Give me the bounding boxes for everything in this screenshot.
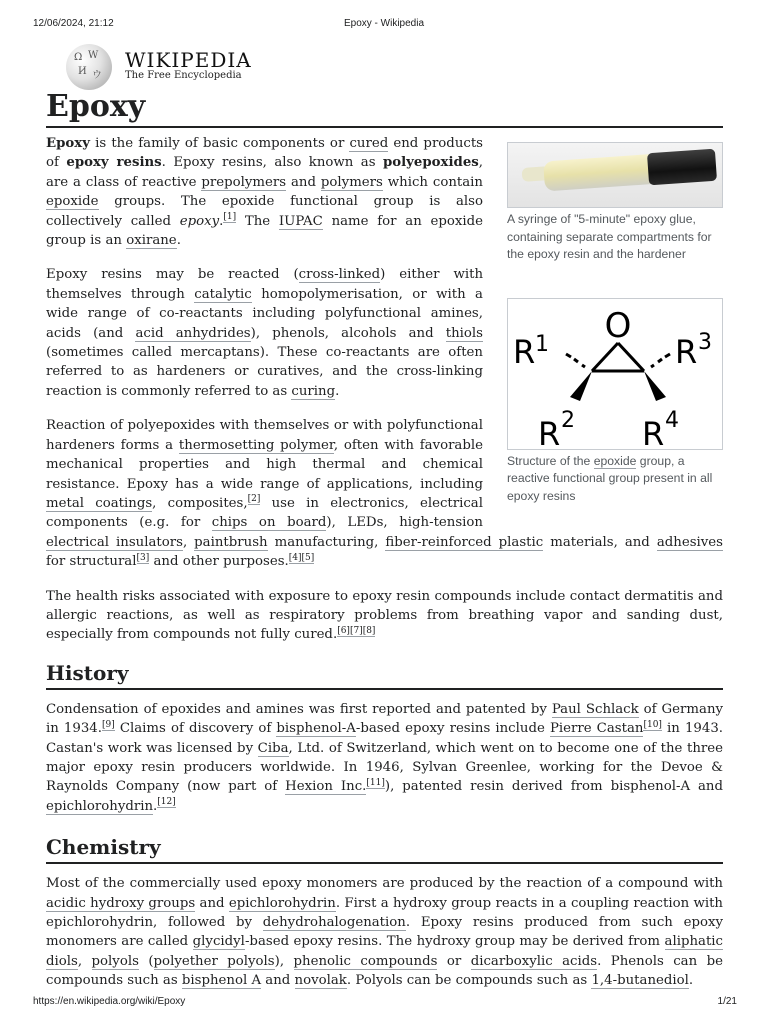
hash-bond-r1-b [574,359,578,362]
syringe-figure [507,142,723,264]
print-header [0,18,768,30]
hash-bond-r3-a [651,365,654,367]
reference-12[interactable]: [12] [157,797,176,808]
intro-paragraph-4: The health risks associated with exposure to epoxy resin compounds include contact dermatitis and allergic reactions, as well as respiratory problems from breathing vapor and sanding dust, especially from compounds not fully cured.[6][7][8] [46,588,723,643]
link-thiols[interactable]: thiols [445,325,483,341]
group-r4-index: 4 [665,407,679,433]
link-1-4-butanediol[interactable]: 1,4-butanediol [591,973,689,989]
link-dicarboxylic-acids[interactable]: dicarboxylic acids [470,953,598,969]
link-electrical-insulators[interactable]: electrical insulators [46,534,183,550]
link-pierre-castan[interactable]: Pierre Castan [549,721,644,737]
link-epoxide-caption[interactable]: epoxide [593,453,637,468]
print-page-title: Epoxy - Wikipedia [343,18,425,29]
syringe-image[interactable] [507,142,723,208]
link-glycidyl[interactable]: glycidyl [192,934,245,950]
link-polyols[interactable]: polyols [91,953,139,969]
syringe-caption: A syringe of "5-minute" epoxy glue, containing separate compartments for the epoxy resin and the hardener [507,212,712,261]
epoxide-structure-caption: Structure of the epoxide group, a reactive functional group present in all epoxy resins [507,453,713,503]
print-datetime: 12/06/2024, 21:12 [33,18,114,29]
link-paintbrush[interactable]: paintbrush [194,534,268,550]
link-prepolymers[interactable]: prepolymers [201,174,287,190]
hash-bond-r3-c [665,354,670,357]
link-polyether-polyols[interactable]: polyether polyols [153,953,275,969]
reference-1[interactable]: [1] [223,212,237,223]
link-epoxide[interactable]: epoxide [46,194,99,210]
link-paul-schlack[interactable]: Paul Schlack [551,701,639,717]
link-curing[interactable]: curing [291,383,336,399]
link-chips-on-board[interactable]: chips on board [211,515,327,531]
link-iupac[interactable]: IUPAC [278,213,323,229]
reference-2[interactable]: [2] [247,494,261,505]
group-r4: R [642,414,665,449]
article-content [46,134,723,1006]
print-page-number: 1/21 [717,996,737,1007]
link-acidic-hydroxy-groups[interactable]: acidic hydroxy groups [46,895,196,911]
group-r2: R [538,414,561,449]
wikipedia-wordmark: WIKIPEDIA [125,48,252,72]
wikipedia-globe-icon: Ω W И ウ [66,44,112,90]
wikipedia-logo[interactable] [66,44,266,90]
link-thermosetting-polymer[interactable]: thermosetting polymer [178,437,334,453]
reference-8[interactable]: [8] [362,625,376,636]
group-r2-index: 2 [561,407,575,433]
print-footer [0,996,768,1008]
link-aliphatic-diols[interactable]: aliphatic diols [46,934,723,969]
bond-o-c1 [592,343,618,371]
reference-9[interactable]: [9] [101,719,115,730]
link-novolak[interactable]: novolak [294,973,347,989]
group-r3: R [675,332,698,371]
section-heading-chemistry: Chemistry [46,834,723,864]
link-hexion[interactable]: Hexion Inc. [285,779,367,795]
link-catalytic[interactable]: catalytic [194,286,252,302]
history-paragraph: Condensation of epoxides and amines was first reported and patented by Paul Schlack of Germany in 1934.[9] Claims of discovery of bisphenol-A-based epoxy resins include Pierre Castan[10] in 1943. Castan's work was licensed by Ciba, Ltd. of Switzerland, which went on to become one of the three major epoxy resin producers worldwide. In 1946, Sylvan Greenlee, working for the Devoe & Raynolds Company (now part of Hexion Inc.[11]), patented resin derived from bisphenol-A and epichlorohydrin.[12] [46,701,724,814]
group-r1: R [513,332,536,371]
link-cured[interactable]: cured [349,136,389,151]
link-metal-coatings[interactable]: metal coatings [46,495,153,511]
italic-epoxy: epoxy [179,213,220,229]
wedge-bond-r4 [644,371,666,401]
link-bisphenol-a-history[interactable]: bisphenol-A [276,721,356,737]
intro-paragraph-3: Reaction of polyepoxides with themselves or with polyfunctional hardeners forms a thermosetting polymer, often with favorable mechanical properties and high thermal and chemical resistance. Epoxy has a wide range of applications, including metal coatings, composites,[2] use in electronics, electrical components (e.g. for chips on board), LEDs, high-tension electrical insulators, paintbrush manufacturing, fiber-reinforced plastic materials, and adhesives for structural[3] and other purposes.[4][5] [46,418,723,570]
atom-oxygen: O [604,305,632,346]
reference-3[interactable]: [3] [136,552,150,563]
bold-epoxy-resins: epoxy resins [66,155,162,171]
link-acid-anhydrides[interactable]: acid anhydrides [135,325,251,341]
wedge-bond-r2 [570,371,592,401]
bold-polyepoxides: polyepoxides [382,155,479,171]
print-url: https://en.wikipedia.org/wiki/Epoxy [33,996,186,1007]
epoxide-structure-diagram [508,299,722,449]
page-title: Epoxy [46,90,723,128]
reference-7[interactable]: [7] [349,625,363,636]
link-dehydrohalogenation[interactable]: dehydrohalogenation [262,915,406,930]
syringe-plunger-shape [647,149,717,186]
link-oxirane[interactable]: oxirane [126,233,177,249]
intro-paragraph-1: Epoxy is the family of basic components or cured end products of epoxy resins. Epoxy resins, also known as polyepoxides, are a class of reactive prepolymers and polymers which contain epoxide groups. The epoxide functional group is also collectively called epoxy.[1] The IUPAC name for an epoxide group is an oxirane. [46,136,483,249]
link-fiber-reinforced-plastic[interactable]: fiber-reinforced plastic [385,534,544,550]
link-epichlorohydrin-history[interactable]: epichlorohydrin [46,798,154,814]
link-epichlorohydrin[interactable]: epichlorohydrin [228,895,336,911]
group-r1-index: 1 [535,331,549,357]
link-cross-linked[interactable]: cross-linked [298,267,381,283]
link-polymers[interactable]: polymers [320,174,383,190]
bond-o-c2 [618,343,644,371]
hash-bond-r1-a [582,365,585,367]
section-heading-history: History [46,660,723,690]
intro-paragraph-2: Epoxy resins may be reacted (cross-linked) either with themselves through catalytic homopolymerisation, or with a wide range of co-reactants including polyfunctional amines, acids (and acid anhydrides), phenols, alcohols and thiols (sometimes called mercaptans). These co-reactants are often referred to as hardeners or curatives, and the cross-linking reaction is commonly referred to as curing. [46,267,484,399]
reference-6[interactable]: [6] [337,625,350,636]
epoxide-structure-figure [507,298,723,506]
link-phenolic-compounds[interactable]: phenolic compounds [293,953,438,969]
reference-5[interactable]: [5] [301,552,315,563]
link-adhesives[interactable]: adhesives [656,534,723,550]
link-ciba[interactable]: Ciba [257,740,289,756]
reference-10[interactable]: [10] [643,719,662,730]
epoxide-structure-image[interactable] [507,298,723,450]
bold-epoxy: Epoxy [46,136,90,151]
reference-11[interactable]: [11] [366,777,385,788]
group-r3-index: 3 [698,329,712,355]
hash-bond-r1-c [566,354,571,357]
reference-4[interactable]: [4] [288,552,302,563]
wikipedia-tagline: The Free Encyclopedia [125,70,242,81]
link-bisphenol-a[interactable]: bisphenol A [181,973,262,989]
chemistry-paragraph: Most of the commercially used epoxy monomers are produced by the reaction of a compound with acidic hydroxy groups and epichlorohydrin. First a hydroxy group reacts in a coupling reaction with epichlorohydrin, followed by dehydrohalogenation. Epoxy resins produced from such epoxy monomers are called glycidyl-based epoxy resins. The hydroxy group may be derived from aliphatic diols, polyols (polyether polyols), phenolic compounds or dicarboxylic acids. Phenols can be compounds such as bisphenol A and novolak. Polyols can be compounds such as 1,4-butanediol. [46,876,723,989]
hash-bond-r3-b [658,359,662,362]
